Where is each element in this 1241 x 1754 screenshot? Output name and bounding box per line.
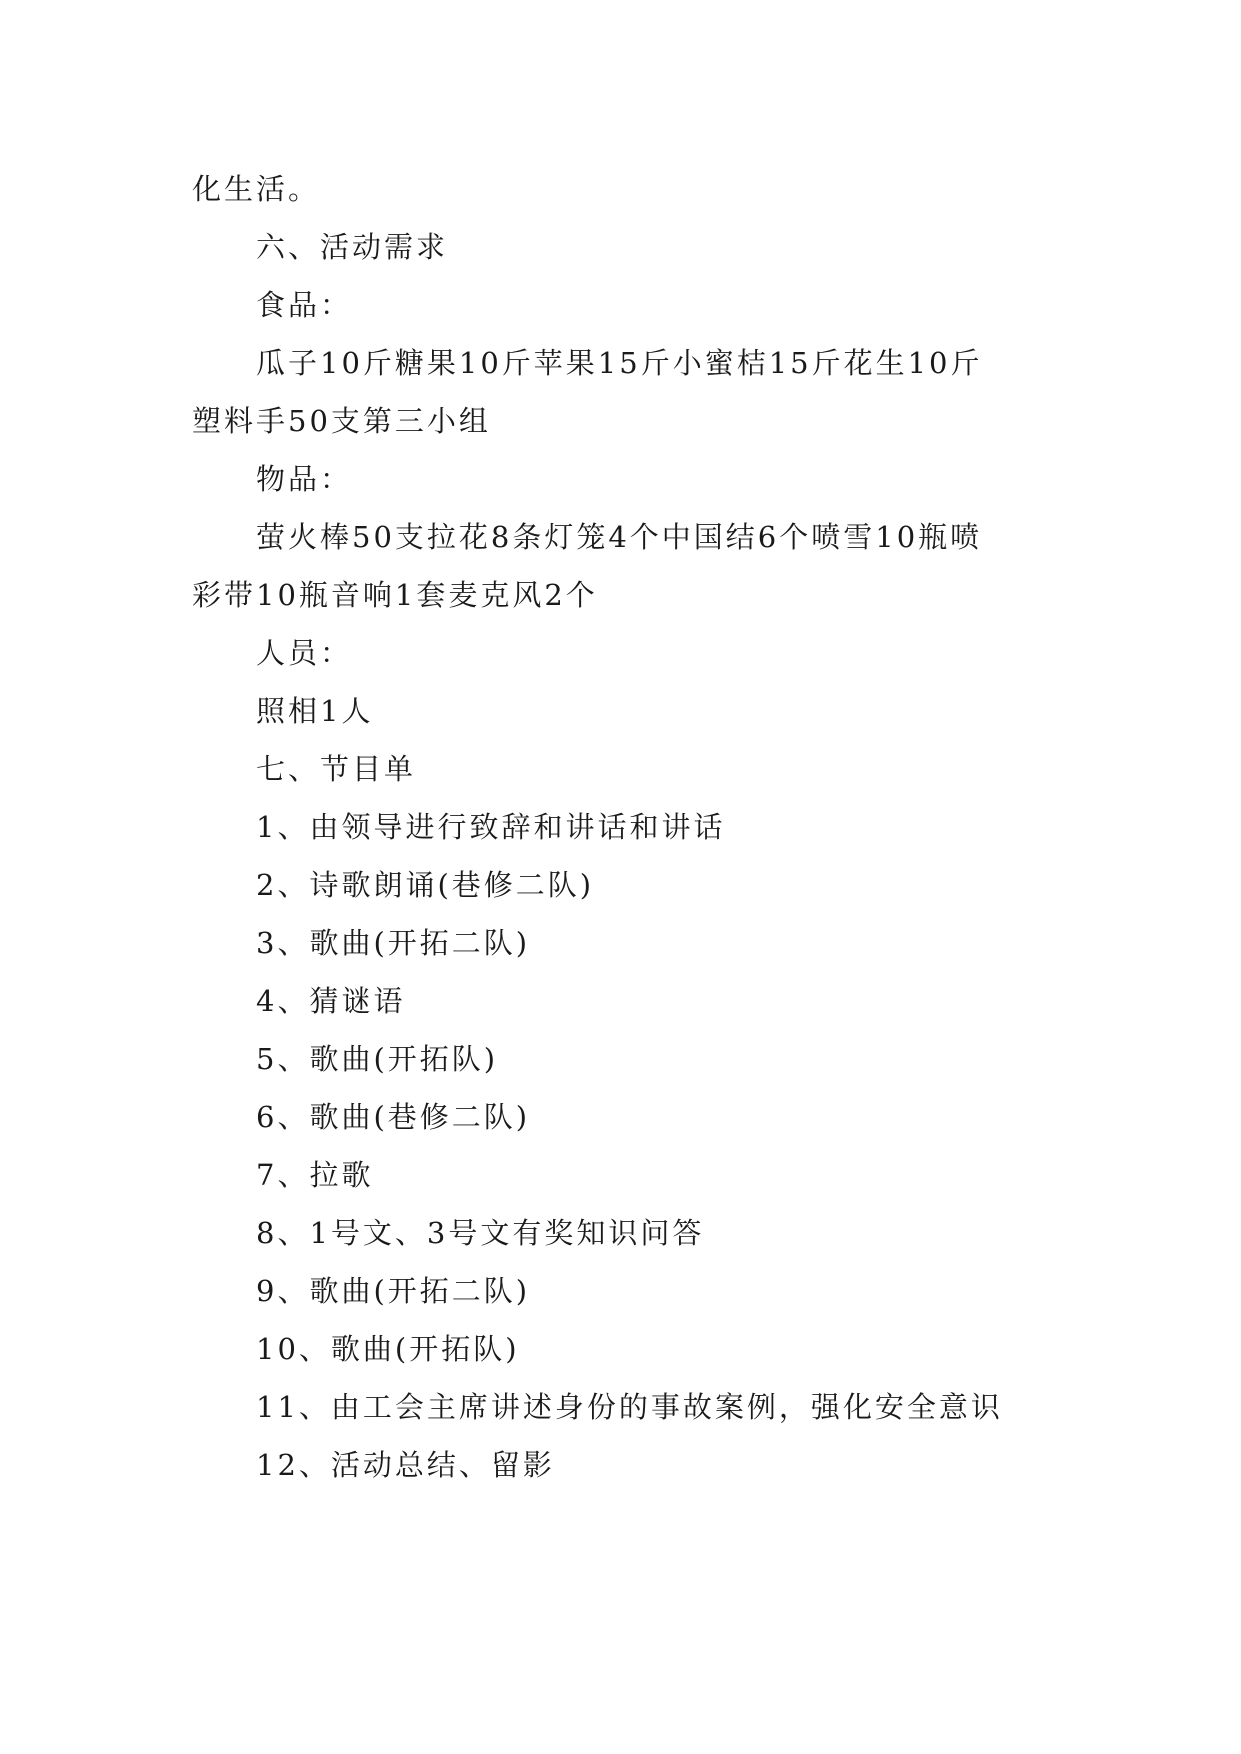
text-line: 彩带10瓶音响1套麦克风2个	[192, 578, 598, 612]
section-heading-program: 七、节目单	[256, 752, 417, 786]
program-item: 12、活动总结、留影	[256, 1448, 555, 1482]
program-item: 2、诗歌朗诵(巷修二队)	[256, 868, 595, 902]
text-line: 化生活。	[192, 172, 321, 206]
program-item: 10、歌曲(开拓队)	[256, 1332, 520, 1366]
section-heading-requirements: 六、活动需求	[256, 230, 449, 264]
program-item: 11、由工会主席讲述身份的事故案例，强化安全意识	[256, 1390, 1003, 1424]
program-item: 6、歌曲(巷修二队)	[256, 1100, 531, 1134]
program-item: 5、歌曲(开拓队)	[256, 1042, 499, 1076]
text-line: 照相1人	[256, 694, 374, 728]
program-item: 8、1号文、3号文有奖知识问答	[256, 1216, 705, 1250]
program-item: 4、猜谜语	[256, 984, 406, 1018]
program-item: 9、歌曲(开拓二队)	[256, 1274, 531, 1308]
document-page	[192, 160, 1052, 1494]
subheading-personnel: 人员：	[256, 636, 353, 670]
program-item: 7、拉歌	[256, 1158, 374, 1192]
subheading-items: 物品：	[256, 462, 353, 496]
program-item: 1、由领导进行致辞和讲话和讲话	[256, 810, 726, 844]
subheading-food: 食品：	[256, 288, 353, 322]
text-line: 瓜子10斤糖果10斤苹果15斤小蜜桔15斤花生10斤	[256, 346, 983, 380]
program-item: 3、歌曲(开拓二队)	[256, 926, 531, 960]
text-line: 塑料手50支第三小组	[192, 404, 491, 438]
text-line: 萤火棒50支拉花8条灯笼4个中国结6个喷雪10瓶喷	[256, 520, 983, 554]
